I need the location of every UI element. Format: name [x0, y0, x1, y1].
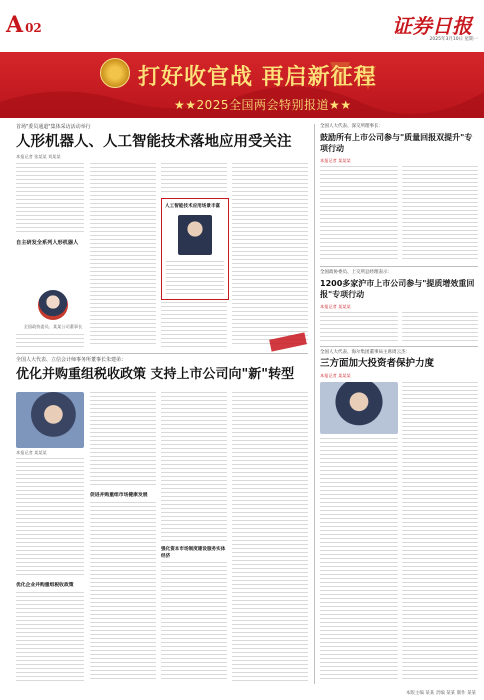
footer-credit: 本版主编 某某 责编 某某 制作 某某	[405, 691, 476, 696]
article3-body-col2	[402, 166, 478, 262]
article2-body-col4	[232, 392, 308, 682]
article2-body-col2b	[90, 502, 156, 682]
banner-title: 打好收官战 再启新征程	[138, 65, 377, 90]
article-divider	[16, 353, 308, 354]
article1-quote-box	[161, 198, 229, 300]
paper-name: 证券日报	[392, 14, 472, 38]
article3-kicker: 全国人大代表、深交所理事长：	[320, 124, 383, 129]
article2-kicker: 全国人大代表、立信会计师事务所董事长朱建弟：	[16, 357, 127, 363]
article5-byline: 本报记者 某某某	[320, 373, 351, 378]
page-header	[0, 0, 484, 60]
article4-title: 1200多家沪市上市公司参与"提质增效重回报"专项行动	[320, 279, 475, 299]
article4-byline: 本报记者 某某某	[320, 304, 351, 309]
article4-divider	[320, 346, 478, 347]
article1-photo-caption: 全国政协委员、某某公司董事长	[23, 324, 83, 329]
article3-divider	[320, 266, 478, 267]
article1-kicker: 首场"委员通道"集体采访活动举行	[16, 124, 91, 130]
article1-body-col1b	[16, 334, 84, 350]
article1-body-col4	[232, 163, 308, 347]
article1-byline: 本报记者 张某某 刘某某	[16, 154, 61, 159]
article5-kicker: 全国人大代表、海尔集团董事局主席周云杰：	[320, 350, 410, 355]
article5-body-col2	[402, 382, 478, 682]
article5-portrait	[320, 382, 398, 434]
article2-body-col3b	[161, 562, 227, 682]
article2-body-col2	[90, 392, 156, 488]
article1-speaker-photo	[178, 215, 212, 255]
column-divider	[314, 124, 315, 684]
article2-body-col3	[161, 392, 227, 542]
page-letter: A	[6, 12, 24, 38]
article3-byline: 本报记者 某某某	[320, 158, 351, 163]
article2-body-col1	[16, 458, 84, 578]
article1-quote-title: 人工智能技术应用场景丰富	[165, 204, 221, 209]
article5-title: 三方面加大投资者保护力度	[320, 358, 435, 369]
article3-title: 鼓励所有上市公司参与"质量回报双提升"专项行动	[320, 133, 473, 153]
article2-subhead2: 促进并购重组市场健康发展	[90, 493, 148, 498]
article3-body-col1	[320, 166, 398, 262]
article1-portrait	[38, 290, 68, 320]
article2-title: 优化并购重组税收政策 支持上市公司向"新"转型	[16, 367, 295, 382]
page-suffix: 02	[25, 21, 42, 35]
article1-quote-text	[166, 261, 224, 295]
article2-subhead1: 优化企业并购重组税收政策	[16, 583, 74, 588]
article2-body-col1b	[16, 592, 84, 682]
article1-body-col3b	[161, 302, 227, 347]
article5-body-col1	[320, 438, 398, 682]
article4-body-col1	[320, 312, 398, 342]
article1-title: 人形机器人、人工智能技术落地应用受关注	[16, 134, 292, 150]
page-number	[6, 12, 42, 38]
banner-subtitle: ★★2025全国两会特别报道★★	[174, 98, 352, 112]
article4-kicker: 全国政协委员、上交所总经理表示：	[320, 270, 392, 275]
page-footer	[0, 688, 484, 700]
article1-body-col2	[90, 163, 156, 347]
paper-date: 2025年3月10日 星期一	[429, 37, 478, 42]
banner	[0, 52, 484, 118]
article1-subhead: 自主研发全系列人形机器人	[16, 240, 79, 246]
article2-portrait	[16, 392, 84, 448]
article1-body-col1	[16, 163, 84, 235]
article2-subhead3: 强化资本市场制度建设服务实体经济	[161, 547, 226, 559]
article4-body-col2	[402, 312, 478, 342]
article1-body-col3	[161, 163, 227, 193]
article2-byline: 本报记者 某某某	[16, 450, 47, 455]
